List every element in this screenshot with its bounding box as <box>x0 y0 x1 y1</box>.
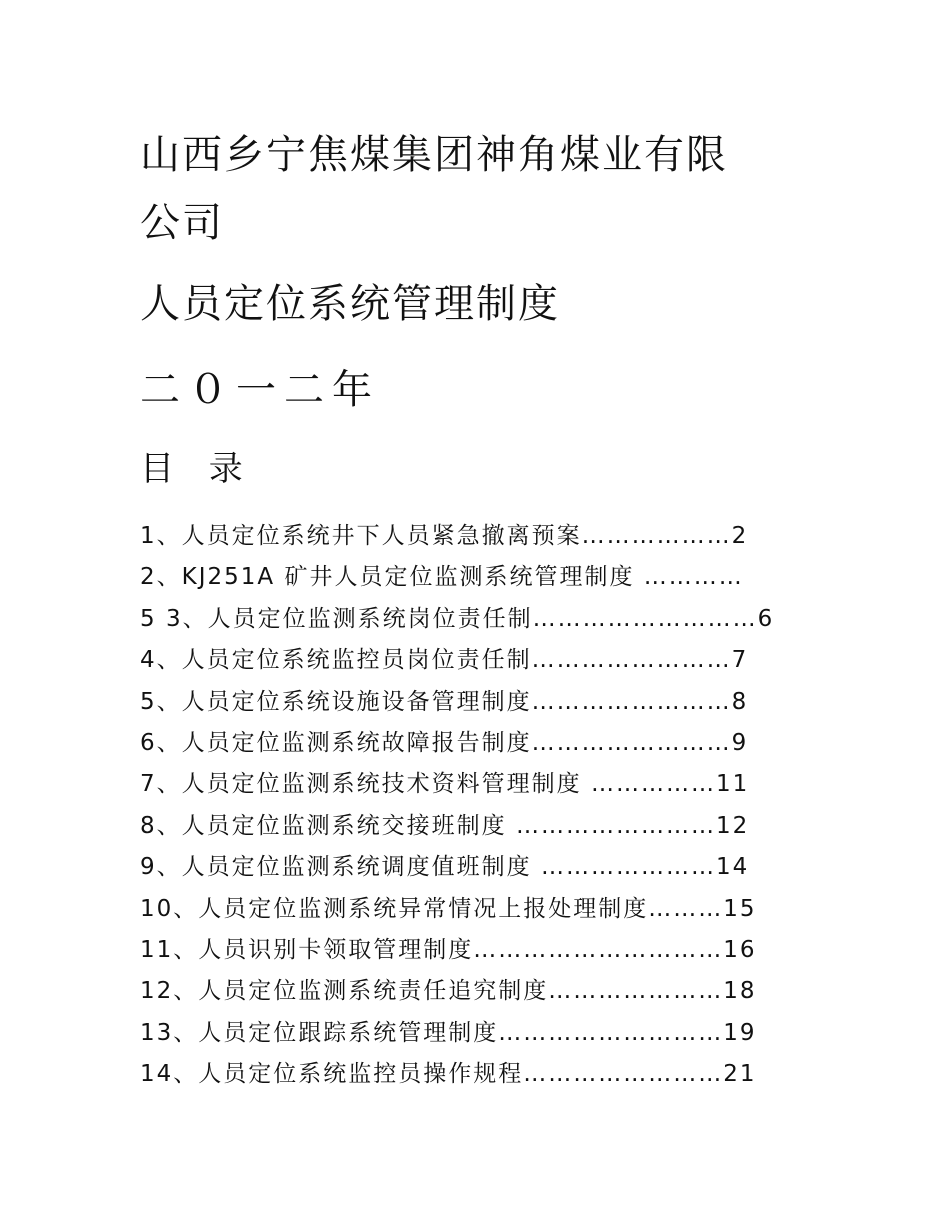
toc-entry: 1、人员定位系统井下人员紧急撤离预案………………2 <box>140 523 749 549</box>
toc-entry: 7、人员定位监测系统技术资料管理制度 ……………11 <box>140 771 750 798</box>
toc-entry: 12、人员定位监测系统责任追究制度…………………18 <box>140 978 757 1005</box>
toc-entry: 13、人员定位跟踪系统管理制度………………………19 <box>140 1019 757 1046</box>
document-title: 人员定位系统管理制度 <box>140 281 560 327</box>
company-name-line-2: 公司 <box>140 200 224 246</box>
document-year: 二０一二年 <box>140 367 380 413</box>
toc-entry: 14、人员定位系统监控员操作规程……………………21 <box>140 1061 757 1088</box>
toc-entry: 6、人员定位监测系统故障报告制度……………………9 <box>140 729 749 756</box>
toc-entry: 2、KJ251A 矿井人员定位监测系统管理制度 ………… <box>140 564 744 591</box>
toc-heading: 目 录 <box>140 449 255 489</box>
toc-entry: 11、人员识别卡领取管理制度…………………………16 <box>140 936 757 963</box>
toc-entry: 9、人员定位监测系统调度值班制度 …………………14 <box>140 854 750 881</box>
toc-entry: 4、人员定位系统监控员岗位责任制……………………7 <box>140 647 749 674</box>
toc-entry: 5、人员定位系统设施设备管理制度……………………8 <box>140 688 749 715</box>
company-name-line-1: 山西乡宁焦煤集团神角煤业有限 <box>140 132 728 178</box>
toc-entry: 10、人员定位监测系统异常情况上报处理制度………15 <box>140 895 757 922</box>
toc-entry: 5 3、人员定位监测系统岗位责任制………………………6 <box>140 605 775 632</box>
table-of-contents <box>140 516 840 1095</box>
toc-entry: 8、人员定位监测系统交接班制度 ……………………12 <box>140 812 750 839</box>
